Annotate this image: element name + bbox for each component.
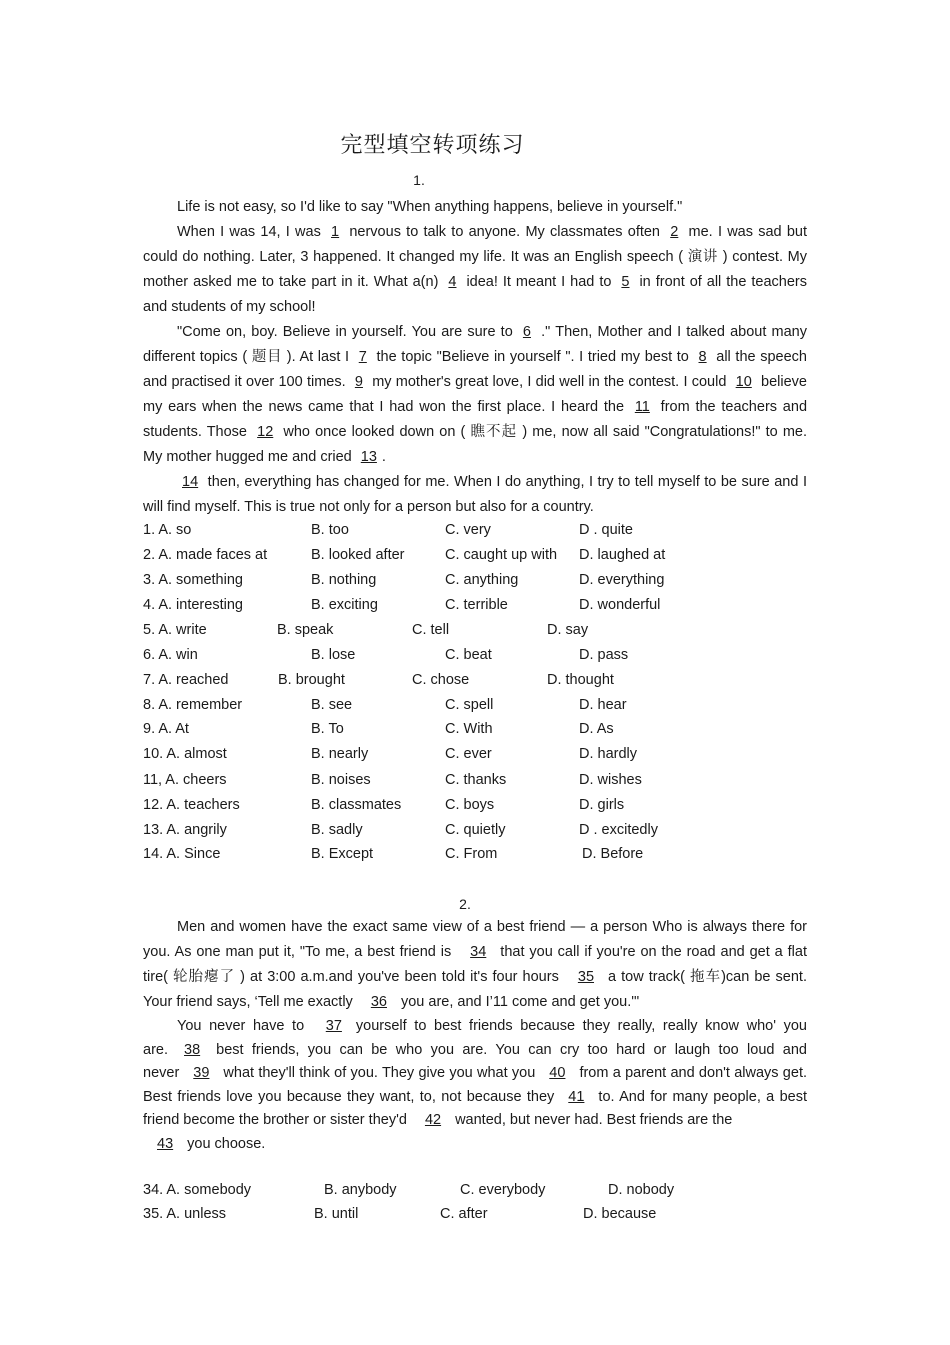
question-row: 11, A. cheers B. noises C. thanks D. wishes (143, 772, 642, 788)
question-row: 4. A. interesting B. exciting C. terrible D. wonderful (143, 597, 661, 613)
question-row: 7. A. reached B. brought C. chose D. thought (143, 672, 614, 688)
question-row: 1. A. so B. too C. very D . quite (143, 522, 633, 538)
paragraph: "Come on, boy. Believe in yourself. You are sure to 6 ." Then, Mother and I talked about many different topics ( 题目 ). At last I 7 the topic "Believe in yourself ". I tried my best to 8 all the speech and practised it over 100 times. 9 my mother's great love, I did well in the contest. I could 10 believe my ears when the news came that I had won the first place. I heard the 11 from the teachers and students. Those 12 who once looked down on ( 瞧不起 ) me, now all said "Congratulations!" to me. My mother hugged me and cried 13 . (143, 324, 808, 465)
blank: 10 (735, 374, 752, 390)
question-row: 6. A. win B. lose C. beat D. pass (143, 647, 629, 663)
paragraph: Life is not easy, so I'd like to say "When anything happens, believe in yourself." (177, 199, 683, 215)
blank: 14 (182, 474, 199, 490)
blank: 13 (360, 449, 377, 465)
blank: 5 (621, 274, 630, 290)
blank: 4 (448, 274, 457, 290)
paragraph: You never have to 37 yourself to best friends because they really, really know who' you are. 38 best friends, you can be who you are. You can cry too hard or laugh too loud and never 39 what they'll think of you. They give you what you 40 from a parent and don't always get. Best friends love you because they want, to, not because they 41 to. And for many people, a best friend become the brother or sister they'd 42 wanted, but never had. Best friends are the 43 you choose. (143, 1018, 807, 1152)
blank: 38 (184, 1041, 201, 1058)
question-row: 12. A. teachers B. classmates C. boys D. girls (143, 797, 625, 813)
page-title: 完型填空转项练习 (340, 133, 525, 158)
question-row: 5. A. write B. speak C. tell D. say (143, 622, 589, 638)
paragraph: 14 then, everything has changed for me. When I do anything, I try to tell myself to be sure and I will find myself. This is true not only for a person but also for a country. (143, 474, 807, 515)
blank: 1 (331, 224, 340, 240)
blank: 6 (522, 324, 531, 340)
blank: 39 (193, 1065, 210, 1081)
blank: 7 (358, 349, 367, 365)
question-row: 2. A. made faces at B. looked after C. caught up with D. laughed at (143, 547, 666, 563)
paragraph: When I was 14, I was 1 nervous to talk to anyone. My classmates often 2 me. I was sad but could do nothing. Later, 3 happened. It changed my life. It was an English speech ( 演讲 ) contest. My mother asked me to take part in it. What a(n) 4 idea! It meant I had to 5 in front of all the teachers and students of my school! (143, 224, 807, 315)
blank: 35 (577, 969, 595, 985)
paragraph: Men and women have the exact same view of a best friend — a person Who is always there for you. As one man put it, "To me, a best friend is 34 that you call if you're on the road and get a flat tire( 轮胎瘪了 ) at 3:00 a.m.and you've been told it's four hours 35 a tow track( 拖车)can be sent. Your friend says, ‘Tell me exactly 36 you are, and I’11 come and get you.'" (143, 919, 807, 1010)
blank: 43 (157, 1135, 174, 1152)
question-row: 9. A. At B. To C. With D. As (143, 721, 614, 737)
question-row: 3. A. something B. nothing C. anything D. everything (143, 572, 665, 588)
question-row: 8. A. remember B. see C. spell D. hear (143, 697, 627, 713)
blank: 41 (568, 1088, 585, 1105)
question-row: 34. A. somebody B. anybody C. everybody D. nobody (143, 1182, 675, 1198)
blank: 12 (257, 424, 274, 440)
question-row: 35. A. unless B. until C. after D. because (143, 1206, 657, 1222)
blank: 9 (354, 374, 363, 390)
question-row: 14. A. Since B. Except C. From D. Before (143, 846, 644, 862)
passage-2 (143, 915, 807, 1156)
question-row: 13. A. angrily B. sadly C. quietly D . excitedly (143, 822, 658, 838)
question-row: 10. A. almost B. nearly C. ever D. hardly (143, 746, 638, 762)
section-number: 1. (413, 172, 425, 188)
blank: 42 (424, 1112, 442, 1128)
blank: 40 (549, 1065, 566, 1081)
blank: 36 (370, 994, 387, 1010)
blank: 11 (634, 399, 650, 415)
blank: 8 (698, 349, 707, 365)
passage-1 (143, 195, 807, 520)
section-number: 2. (459, 896, 471, 912)
blank: 2 (670, 224, 679, 240)
blank: 34 (470, 944, 487, 960)
blank: 37 (325, 1018, 342, 1034)
